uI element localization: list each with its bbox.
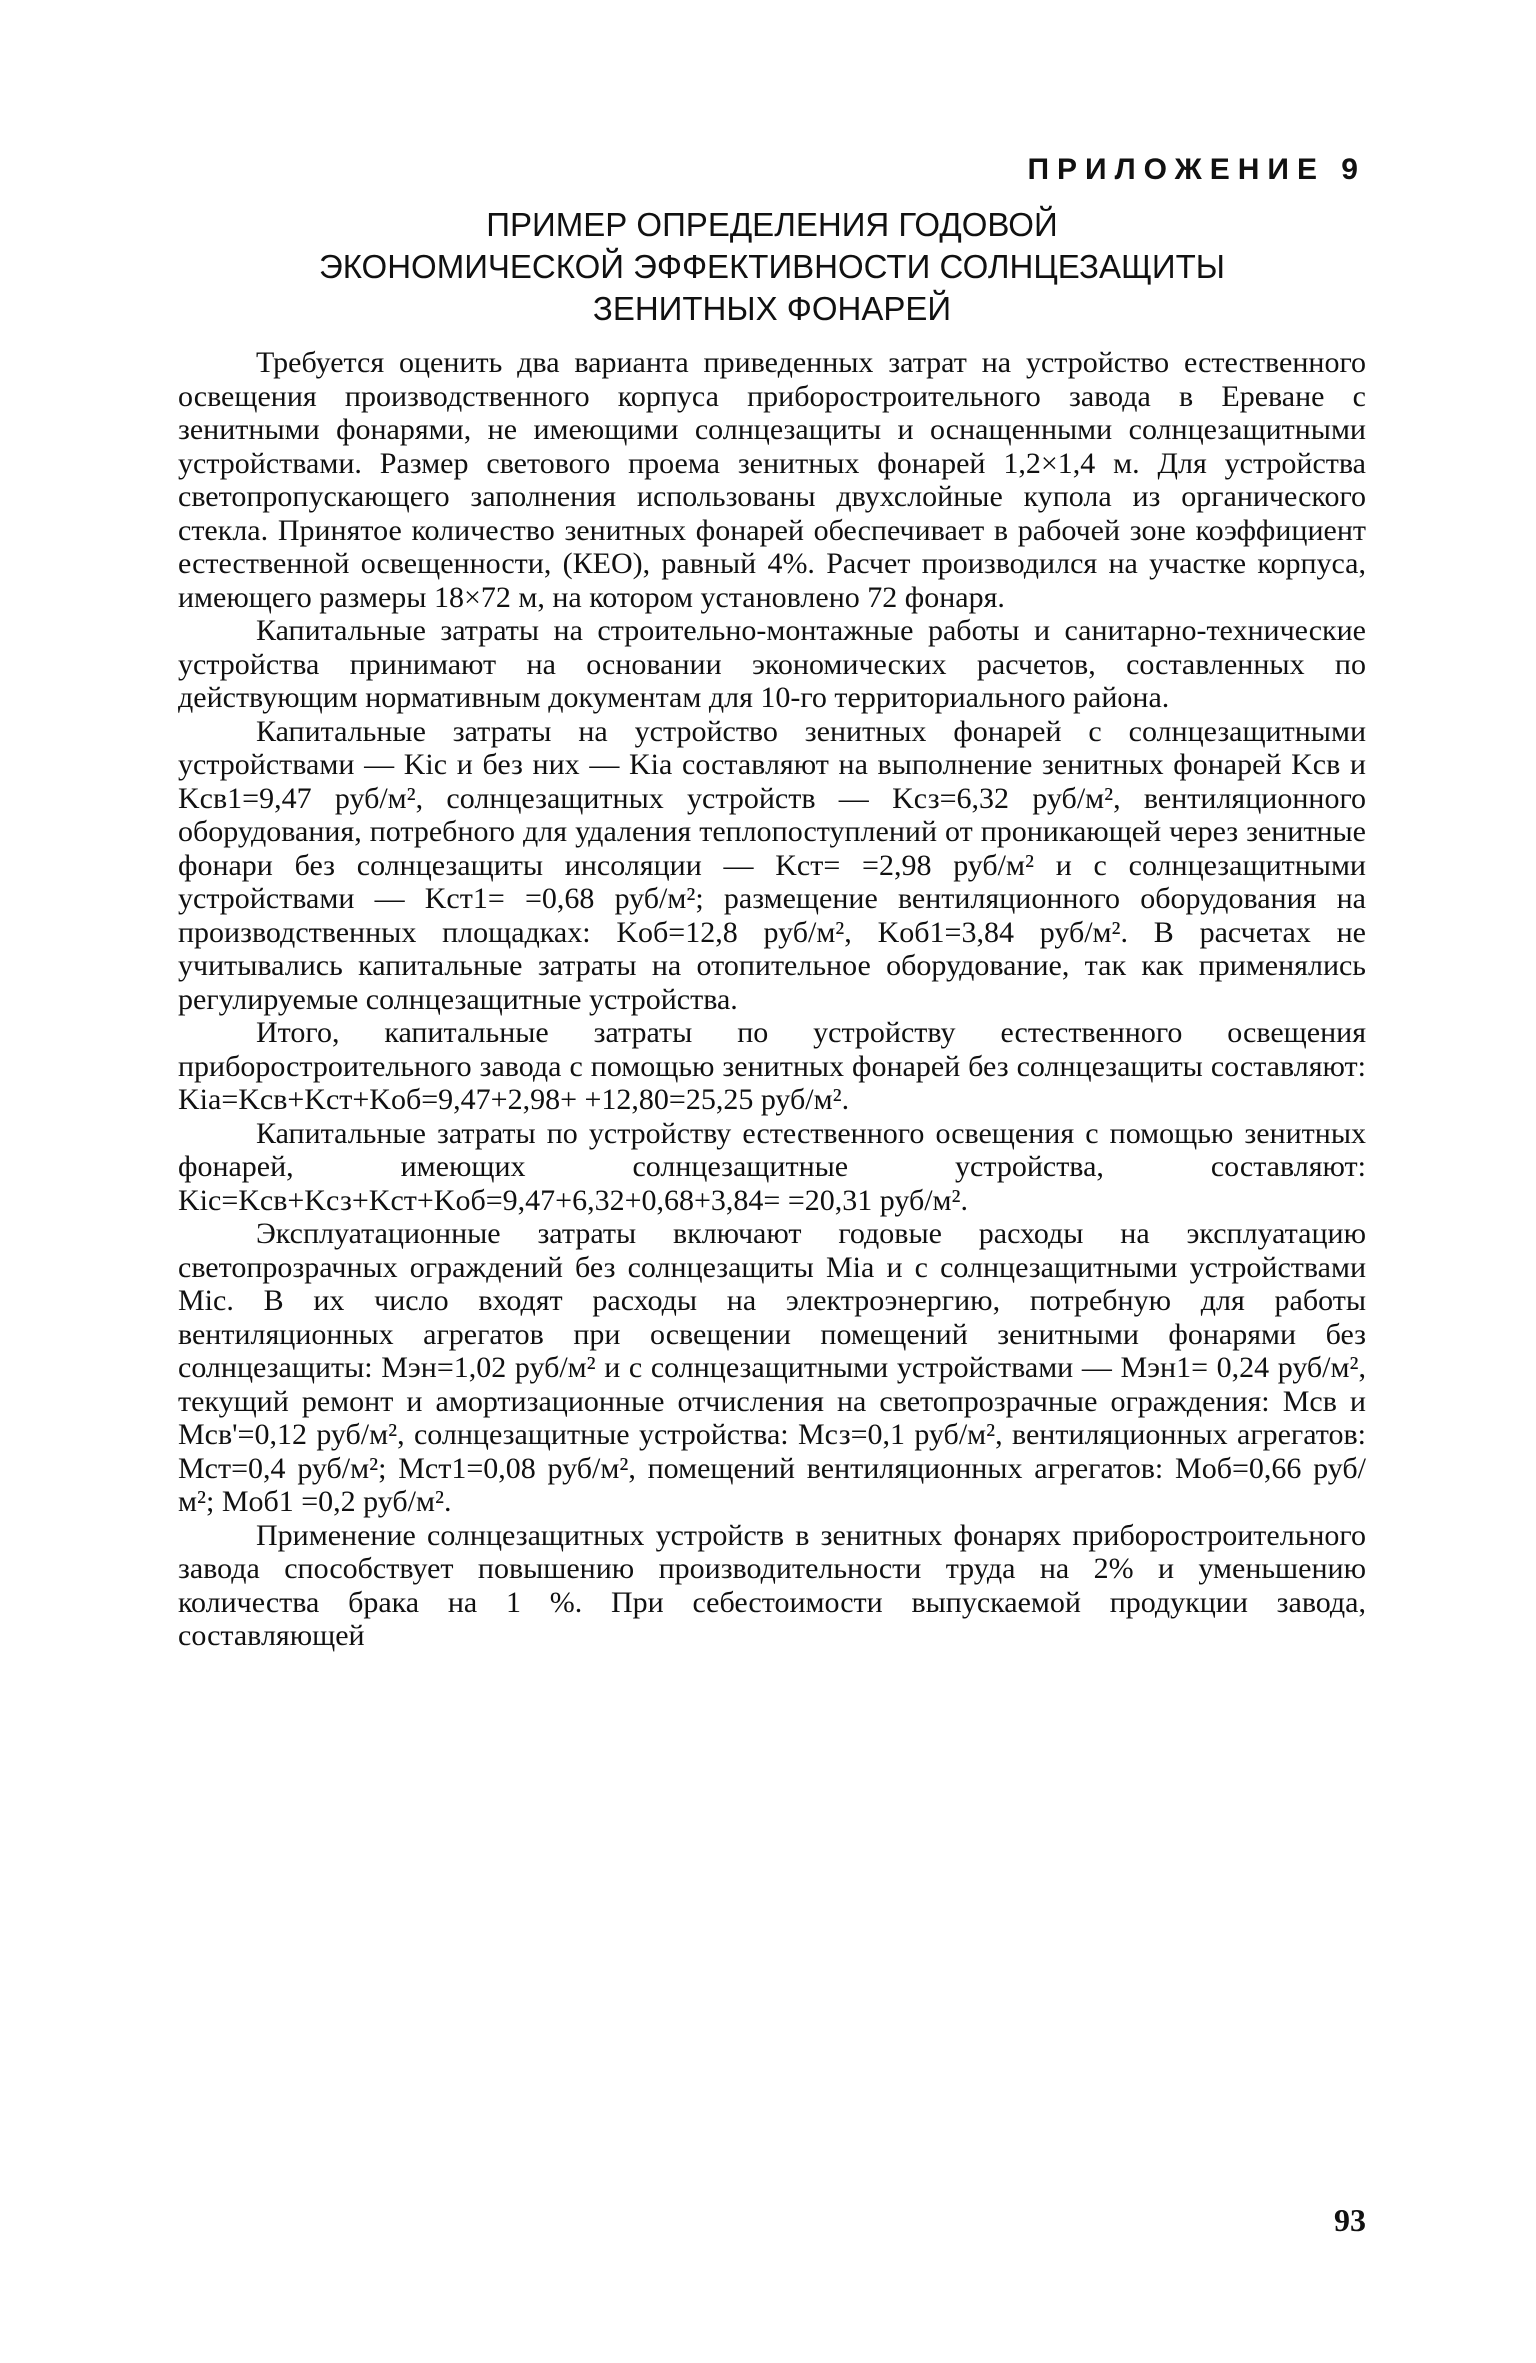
page-number: 93 [1334,2202,1366,2238]
paragraph-1: Требуется оценить два варианта приведенных затрат на устройство естественного освещения производственного корпуса приборостроительного завода в Ереване с зенитными фонарями, не имеющими солнцезащиты и оснащенными солнцезащитными устройствами. Размер светового проема зенитных фонарей 1,2×1,4 м. Для устройства светопропускающего заполнения использованы двухслойные купола из органического стекла. Принятое количество зенитных фонарей обеспечивает в рабочей зоне коэффициент естественной освещенности, (КЕО), равный 4%. Расчет производился на участке корпуса, имеющего размеры 18×72 м, на котором установлено 72 фонаря. [178,346,1366,614]
paragraph-6: Эксплуатационные затраты включают годовые расходы на эксплуатацию светопрозрачных ограждений без солнцезащиты Mia и с солнцезащитными устройствами Mic. В их число входят расходы на электроэнергию, потребную для работы вентиляционных агрегатов при освещении помещений зенитными фонарями без солнцезащиты: Mэн=1,02 руб/м² и с солнцезащитными устройствами — Mэн1= 0,24 руб/м², текущий ремонт и амортизационные отчисления на светопрозрачные ограждения: Mсв и Mсв'=0,12 руб/м², солнцезащитные устройства: Mсз=0,1 руб/м², вентиляционных агрегатов: Mст=0,4 руб/м²; Mст1=0,08 руб/м², помещений вентиляционных агрегатов: Mоб=0,66 руб/м²; Mоб1 =0,2 руб/м². [178,1217,1366,1518]
body-text [178,346,1366,1653]
document-page [178,150,1366,1653]
appendix-label: ПРИЛОЖЕНИЕ 9 [1027,153,1366,186]
paragraph-3: Капитальные затраты на устройство зенитных фонарей с солнцезащитными устройствами — Kic и без них — Kia составляют на выполнение зенитных фонарей Kсв и Kсв1=9,47 руб/м², солнцезащитных устройств — Kсз=6,32 руб/м², вентиляционного оборудования, потребного для удаления теплопоступлений от проникающей через зенитные фонари без солнцезащиты инсоляции — Kст= =2,98 руб/м² и с солнцезащитными устройствами — Kст1= =0,68 руб/м²; размещение вентиляционного оборудования на производственных площадках: Kоб=12,8 руб/м², Kоб1=3,84 руб/м². В расчетах не учитывались капитальные затраты на отопительное оборудование, так как применялись регулируемые солнцезащитные устройства. [178,714,1366,1016]
paragraph-4: Итого, капитальные затраты по устройству естественного освещения приборостроительного завода с помощью зенитных фонарей без солнцезащиты составляют: Kia=Kсв+Kст+Kоб=9,47+2,98+ +12,80=25,25 руб/м². [178,1016,1366,1116]
paragraph-2: Капитальные затраты на строительно-монтажные работы и санитарно-технические устройства принимают на основании экономических расчетов, составленных по действующим нормативным документам для 10-го территориального района. [178,614,1366,714]
paragraph-7: Применение солнцезащитных устройств в зенитных фонарях приборостроительного завода способствует повышению производительности труда на 2% и уменьшению количества брака на 1 %. При себестоимости выпускаемой продукции завода, составляющей [178,1518,1366,1652]
title-line-3: ЗЕНИТНЫХ ФОНАРЕЙ [592,290,952,327]
paragraph-5: Капитальные затраты по устройству естественного освещения с помощью зенитных фонарей, имеющих солнцезащитные устройства, составляют: Kic=Kсв+Kсз+Kст+Kоб=9,47+6,32+0,68+3,84= =20,31 руб/м². [178,1116,1366,1217]
document-title [178,204,1366,330]
title-line-1: ПРИМЕР ОПРЕДЕЛЕНИЯ ГОДОВОЙ [486,206,1058,243]
title-line-2: ЭКОНОМИЧЕСКОЙ ЭФФЕКТИВНОСТИ СОЛНЦЕЗАЩИТЫ [318,248,1226,285]
